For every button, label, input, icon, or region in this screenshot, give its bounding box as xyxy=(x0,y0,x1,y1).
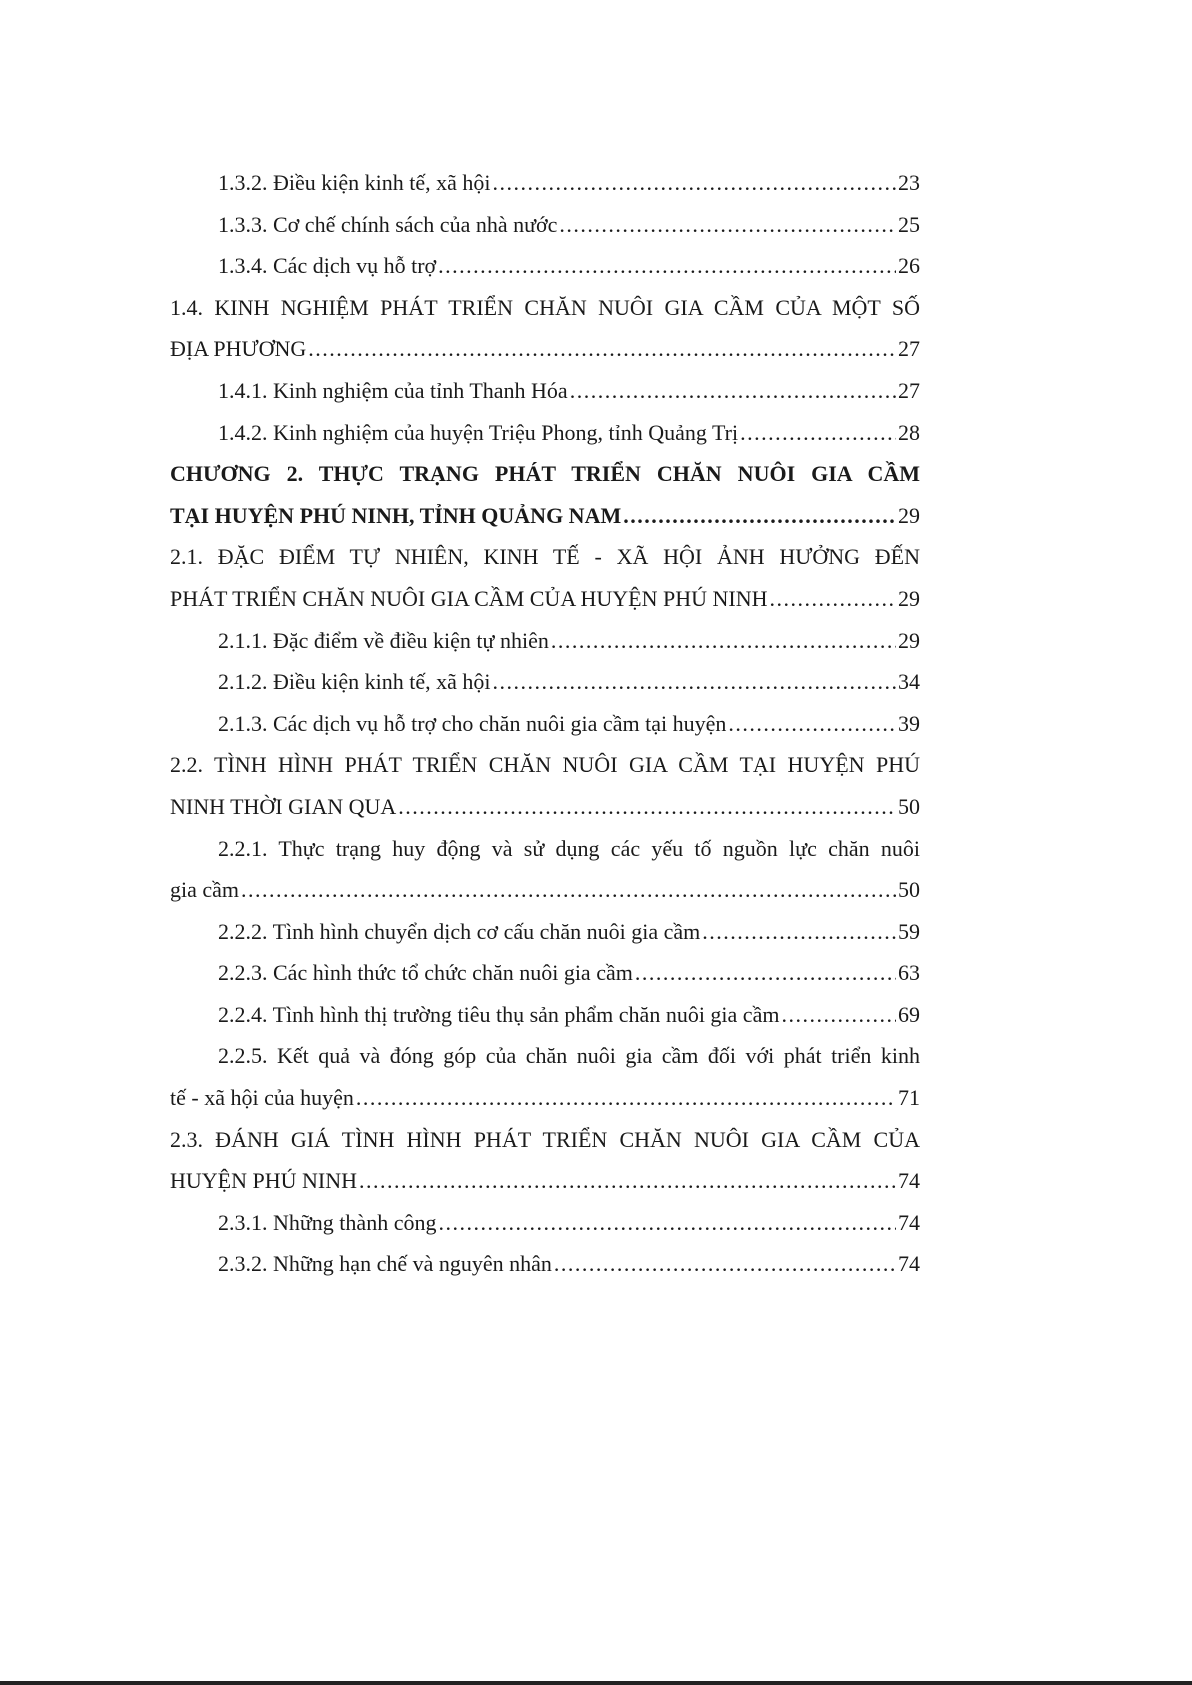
toc-page-number: 74 xyxy=(898,1168,920,1194)
toc-line xyxy=(170,328,920,370)
toc-page-number: 29 xyxy=(898,627,920,653)
toc-page-number: 39 xyxy=(898,710,920,736)
dot-leader xyxy=(728,703,896,745)
toc-line xyxy=(170,578,920,620)
toc-line xyxy=(170,952,920,994)
toc-entry-text: 2.1. ĐẶC ĐIỂM TỰ NHIÊN, KINH TẾ - XÃ HỘI ẢNH HƯỞNG ĐẾN xyxy=(170,544,920,570)
toc-page-number: 34 xyxy=(898,669,920,695)
dot-leader xyxy=(308,328,896,370)
toc-page-number: 23 xyxy=(898,170,920,195)
dot-leader xyxy=(769,578,896,620)
dot-leader xyxy=(554,1243,896,1285)
dot-leader xyxy=(781,994,896,1036)
toc-entry-text: 1.4. KINH NGHIỆM PHÁT TRIỂN CHĂN NUÔI GIA CẦM CỦA MỘT SỐ xyxy=(170,294,920,320)
toc-entry-text: HUYỆN PHÚ NINH xyxy=(170,1168,357,1194)
toc-page-number: 28 xyxy=(898,419,920,445)
toc-page-number: 27 xyxy=(898,377,920,403)
dot-leader xyxy=(493,661,896,703)
toc-entry-text: ĐỊA PHƯƠNG xyxy=(170,336,307,362)
dot-leader xyxy=(740,412,896,454)
toc-entry-text: 2.2.4. Tình hình thị trường tiêu thụ sản phẩm chăn nuôi gia cầm xyxy=(218,1001,780,1027)
toc-page-number: 69 xyxy=(898,1001,920,1027)
toc-page-number: 25 xyxy=(898,211,920,237)
toc-entry-text: 1.4.2. Kinh nghiệm của huyện Triệu Phong, tỉnh Quảng Trị xyxy=(218,419,739,445)
table-of-contents xyxy=(170,162,920,1285)
toc-entry-text: 2.3.2. Những hạn chế và nguyên nhân xyxy=(218,1251,552,1277)
toc-line xyxy=(170,1160,920,1202)
dot-leader xyxy=(241,869,896,911)
dot-leader xyxy=(438,245,896,287)
dot-leader xyxy=(559,204,896,246)
dot-leader xyxy=(551,620,896,662)
toc-line-wrapped xyxy=(170,1119,920,1161)
toc-page-number: 50 xyxy=(898,793,920,819)
dot-leader xyxy=(359,1160,896,1202)
toc-line-wrapped xyxy=(170,744,920,786)
toc-page-number: 74 xyxy=(898,1209,920,1235)
page-bottom-edge xyxy=(0,1681,1192,1685)
toc-entry-text: CHƯƠNG 2. THỰC TRẠNG PHÁT TRIỂN CHĂN NUÔI GIA CẦM xyxy=(170,461,920,487)
dot-leader xyxy=(356,1077,896,1119)
dot-leader xyxy=(438,1202,896,1244)
toc-line xyxy=(170,911,920,953)
toc-entry-text: 2.3.1. Những thành công xyxy=(218,1209,437,1235)
toc-entry-text: NINH THỜI GIAN QUA xyxy=(170,793,397,819)
toc-line xyxy=(170,620,920,662)
toc-line xyxy=(170,1077,920,1119)
toc-line xyxy=(170,703,920,745)
toc-entry-text: 1.3.2. Điều kiện kinh tế, xã hội xyxy=(218,170,491,195)
dot-leader xyxy=(570,370,896,412)
toc-page-number: 59 xyxy=(898,918,920,944)
toc-entry-text: 1.4.1. Kinh nghiệm của tỉnh Thanh Hóa xyxy=(218,377,568,403)
toc-line xyxy=(170,869,920,911)
toc-entry-text: 2.2.1. Thực trạng huy động và sử dụng các yếu tố nguồn lực chăn nuôi xyxy=(218,835,920,861)
toc-line xyxy=(170,204,920,246)
toc-line xyxy=(170,1202,920,1244)
toc-entry-text: 2.2. TÌNH HÌNH PHÁT TRIỂN CHĂN NUÔI GIA CẦM TẠI HUYỆN PHÚ xyxy=(170,752,920,778)
toc-line xyxy=(170,162,920,204)
toc-entry-text: 2.2.5. Kết quả và đóng góp của chăn nuôi gia cầm đối với phát triển kinh xyxy=(218,1043,920,1069)
toc-entry-text: 2.1.2. Điều kiện kinh tế, xã hội xyxy=(218,669,491,695)
toc-entry-text: 2.2.2. Tình hình chuyển dịch cơ cấu chăn nuôi gia cầm xyxy=(218,918,701,944)
toc-line xyxy=(170,245,920,287)
toc-line-wrapped xyxy=(170,1035,920,1077)
toc-entry-text: tế - xã hội của huyện xyxy=(170,1085,354,1111)
toc-page-number: 74 xyxy=(898,1251,920,1277)
toc-page-number: 27 xyxy=(898,336,920,362)
toc-page-number: 29 xyxy=(898,502,920,528)
toc-line xyxy=(170,1243,920,1285)
dot-leader xyxy=(398,786,896,828)
toc-line xyxy=(170,786,920,828)
toc-entry-text: gia cầm xyxy=(170,877,240,903)
toc-entry-text: 2.3. ĐÁNH GIÁ TÌNH HÌNH PHÁT TRIỂN CHĂN NUÔI GIA CẦM CỦA xyxy=(170,1126,920,1152)
dot-leader xyxy=(623,495,896,537)
dot-leader xyxy=(702,911,896,953)
toc-entry-text: 2.1.1. Đặc điểm về điều kiện tự nhiên xyxy=(218,627,549,653)
toc-page-number: 29 xyxy=(898,585,920,611)
toc-entry-text: 2.2.3. Các hình thức tổ chức chăn nuôi gia cầm xyxy=(218,960,633,986)
toc-page-number: 63 xyxy=(898,960,920,986)
toc-page-number: 50 xyxy=(898,877,920,903)
toc-line xyxy=(170,370,920,412)
toc-line-wrapped xyxy=(170,828,920,870)
toc-line xyxy=(170,661,920,703)
toc-line-wrapped xyxy=(170,287,920,329)
toc-entry-text: PHÁT TRIỂN CHĂN NUÔI GIA CẦM CỦA HUYỆN PHÚ NINH xyxy=(170,585,768,611)
toc-entry-text: 1.3.3. Cơ chế chính sách của nhà nước xyxy=(218,211,558,237)
toc-line xyxy=(170,994,920,1036)
toc-line xyxy=(170,412,920,454)
toc-entry-text: TẠI HUYỆN PHÚ NINH, TỈNH QUẢNG NAM xyxy=(170,502,622,528)
toc-entry-text: 2.1.3. Các dịch vụ hỗ trợ cho chăn nuôi gia cầm tại huyện xyxy=(218,710,727,736)
toc-entry-text: 1.3.4. Các dịch vụ hỗ trợ xyxy=(218,253,437,279)
toc-chapter-heading xyxy=(170,453,920,495)
toc-page-number: 26 xyxy=(898,253,920,279)
dot-leader xyxy=(493,162,896,204)
dot-leader xyxy=(635,952,896,994)
toc-line-wrapped xyxy=(170,536,920,578)
toc-page-number: 71 xyxy=(898,1085,920,1111)
toc-chapter-heading xyxy=(170,495,920,537)
